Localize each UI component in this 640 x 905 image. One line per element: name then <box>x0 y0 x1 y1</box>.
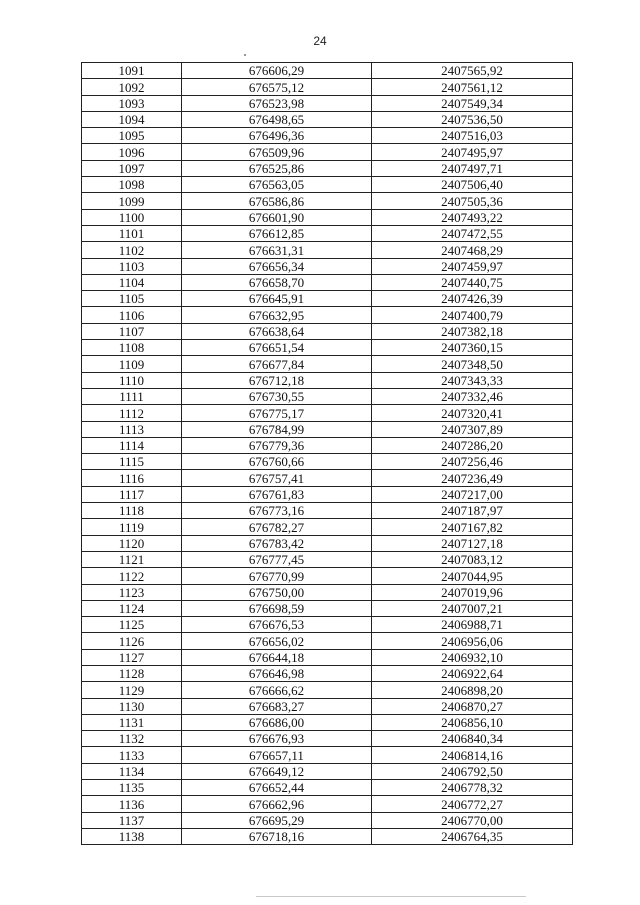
table-row <box>82 519 573 535</box>
x-coordinate-cell: 676658,70 <box>182 274 372 290</box>
table-row <box>82 633 573 649</box>
y-coordinate-cell: 2406988,71 <box>372 617 573 633</box>
point-number-cell: 1128 <box>82 665 182 681</box>
x-coordinate-cell: 676783,42 <box>182 535 372 551</box>
y-coordinate-cell: 2407167,82 <box>372 519 573 535</box>
table-row <box>82 144 573 160</box>
x-coordinate-cell: 676656,34 <box>182 258 372 274</box>
x-coordinate-cell: 676652,44 <box>182 780 372 796</box>
x-coordinate-cell: 676773,16 <box>182 503 372 519</box>
x-coordinate-cell: 676645,91 <box>182 291 372 307</box>
y-coordinate-cell: 2407187,97 <box>372 503 573 519</box>
point-number-cell: 1093 <box>82 95 182 111</box>
y-coordinate-cell: 2406772,27 <box>372 796 573 812</box>
x-coordinate-cell: 676683,27 <box>182 698 372 714</box>
x-coordinate-cell: 676775,17 <box>182 405 372 421</box>
point-number-cell: 1138 <box>82 828 182 844</box>
table-row <box>82 372 573 388</box>
x-coordinate-cell: 676575,12 <box>182 79 372 95</box>
y-coordinate-cell: 2406792,50 <box>372 763 573 779</box>
x-coordinate-cell: 676498,65 <box>182 111 372 127</box>
point-number-cell: 1134 <box>82 763 182 779</box>
table-row <box>82 437 573 453</box>
table-row <box>82 617 573 633</box>
y-coordinate-cell: 2407468,29 <box>372 242 573 258</box>
point-number-cell: 1121 <box>82 551 182 567</box>
table-row <box>82 258 573 274</box>
table-row <box>82 79 573 95</box>
x-coordinate-cell: 676632,95 <box>182 307 372 323</box>
y-coordinate-cell: 2406840,34 <box>372 731 573 747</box>
point-number-cell: 1124 <box>82 600 182 616</box>
y-coordinate-cell: 2407549,34 <box>372 95 573 111</box>
point-number-cell: 1101 <box>82 225 182 241</box>
y-coordinate-cell: 2407400,79 <box>372 307 573 323</box>
page-number: 24 <box>313 34 327 48</box>
x-coordinate-cell: 676523,98 <box>182 95 372 111</box>
table-row <box>82 682 573 698</box>
x-coordinate-cell: 676784,99 <box>182 421 372 437</box>
coordinates-table <box>81 62 573 845</box>
point-number-cell: 1117 <box>82 486 182 502</box>
table-row <box>82 340 573 356</box>
x-coordinate-cell: 676730,55 <box>182 388 372 404</box>
point-number-cell: 1100 <box>82 209 182 225</box>
table-row <box>82 421 573 437</box>
x-coordinate-cell: 676638,64 <box>182 323 372 339</box>
x-coordinate-cell: 676676,53 <box>182 617 372 633</box>
table-row <box>82 323 573 339</box>
x-coordinate-cell: 676779,36 <box>182 437 372 453</box>
table-row <box>82 584 573 600</box>
y-coordinate-cell: 2406764,35 <box>372 828 573 844</box>
y-coordinate-cell: 2407459,97 <box>372 258 573 274</box>
table-row <box>82 225 573 241</box>
y-coordinate-cell: 2407286,20 <box>372 437 573 453</box>
table-row <box>82 714 573 730</box>
x-coordinate-cell: 676606,29 <box>182 63 372 79</box>
point-number-cell: 1131 <box>82 714 182 730</box>
y-coordinate-cell: 2407561,12 <box>372 79 573 95</box>
point-number-cell: 1114 <box>82 437 182 453</box>
table-row <box>82 209 573 225</box>
y-coordinate-cell: 2407536,50 <box>372 111 573 127</box>
table-row <box>82 160 573 176</box>
y-coordinate-cell: 2407565,92 <box>372 63 573 79</box>
x-coordinate-cell: 676656,02 <box>182 633 372 649</box>
table-row <box>82 649 573 665</box>
y-coordinate-cell: 2406956,06 <box>372 633 573 649</box>
table-row <box>82 780 573 796</box>
y-coordinate-cell: 2407472,55 <box>372 225 573 241</box>
table-row <box>82 405 573 421</box>
y-coordinate-cell: 2407493,22 <box>372 209 573 225</box>
point-number-cell: 1094 <box>82 111 182 127</box>
x-coordinate-cell: 676646,98 <box>182 665 372 681</box>
y-coordinate-cell: 2407348,50 <box>372 356 573 372</box>
point-number-cell: 1102 <box>82 242 182 258</box>
y-coordinate-cell: 2407332,46 <box>372 388 573 404</box>
y-coordinate-cell: 2407320,41 <box>372 405 573 421</box>
point-number-cell: 1112 <box>82 405 182 421</box>
x-coordinate-cell: 676601,90 <box>182 209 372 225</box>
point-number-cell: 1107 <box>82 323 182 339</box>
table-row <box>82 731 573 747</box>
y-coordinate-cell: 2407505,36 <box>372 193 573 209</box>
x-coordinate-cell: 676782,27 <box>182 519 372 535</box>
x-coordinate-cell: 676612,85 <box>182 225 372 241</box>
point-number-cell: 1136 <box>82 796 182 812</box>
y-coordinate-cell: 2407236,49 <box>372 470 573 486</box>
point-number-cell: 1129 <box>82 682 182 698</box>
point-number-cell: 1127 <box>82 649 182 665</box>
y-coordinate-cell: 2407495,97 <box>372 144 573 160</box>
table-row <box>82 600 573 616</box>
y-coordinate-cell: 2407127,18 <box>372 535 573 551</box>
x-coordinate-cell: 676509,96 <box>182 144 372 160</box>
y-coordinate-cell: 2407497,71 <box>372 160 573 176</box>
table-row <box>82 812 573 828</box>
y-coordinate-cell: 2407506,40 <box>372 177 573 193</box>
y-coordinate-cell: 2407044,95 <box>372 568 573 584</box>
y-coordinate-cell: 2406778,32 <box>372 780 573 796</box>
x-coordinate-cell: 676712,18 <box>182 372 372 388</box>
point-number-cell: 1108 <box>82 340 182 356</box>
table-row <box>82 63 573 79</box>
table-row <box>82 535 573 551</box>
x-coordinate-cell: 676657,11 <box>182 747 372 763</box>
point-number-cell: 1115 <box>82 454 182 470</box>
y-coordinate-cell: 2406770,00 <box>372 812 573 828</box>
scan-artifact-dot <box>244 54 246 56</box>
point-number-cell: 1137 <box>82 812 182 828</box>
point-number-cell: 1135 <box>82 780 182 796</box>
table-row <box>82 796 573 812</box>
y-coordinate-cell: 2406932,10 <box>372 649 573 665</box>
point-number-cell: 1130 <box>82 698 182 714</box>
table-row <box>82 828 573 844</box>
table-row <box>82 486 573 502</box>
y-coordinate-cell: 2407440,75 <box>372 274 573 290</box>
point-number-cell: 1132 <box>82 731 182 747</box>
point-number-cell: 1096 <box>82 144 182 160</box>
table-row <box>82 242 573 258</box>
y-coordinate-cell: 2407007,21 <box>372 600 573 616</box>
table-row <box>82 274 573 290</box>
x-coordinate-cell: 676586,86 <box>182 193 372 209</box>
x-coordinate-cell: 676757,41 <box>182 470 372 486</box>
point-number-cell: 1091 <box>82 63 182 79</box>
table-row <box>82 763 573 779</box>
x-coordinate-cell: 676676,93 <box>182 731 372 747</box>
point-number-cell: 1118 <box>82 503 182 519</box>
x-coordinate-cell: 676686,00 <box>182 714 372 730</box>
point-number-cell: 1133 <box>82 747 182 763</box>
point-number-cell: 1125 <box>82 617 182 633</box>
table-row <box>82 356 573 372</box>
x-coordinate-cell: 676750,00 <box>182 584 372 600</box>
x-coordinate-cell: 676563,05 <box>182 177 372 193</box>
y-coordinate-cell: 2407343,33 <box>372 372 573 388</box>
point-number-cell: 1106 <box>82 307 182 323</box>
x-coordinate-cell: 676662,96 <box>182 796 372 812</box>
table-row <box>82 95 573 111</box>
table-row <box>82 665 573 681</box>
x-coordinate-cell: 676695,29 <box>182 812 372 828</box>
table-row <box>82 291 573 307</box>
x-coordinate-cell: 676770,99 <box>182 568 372 584</box>
coordinates-table-body <box>82 63 573 845</box>
point-number-cell: 1110 <box>82 372 182 388</box>
point-number-cell: 1119 <box>82 519 182 535</box>
x-coordinate-cell: 676631,31 <box>182 242 372 258</box>
x-coordinate-cell: 676644,18 <box>182 649 372 665</box>
table-row <box>82 128 573 144</box>
table-row <box>82 551 573 567</box>
table-row <box>82 307 573 323</box>
y-coordinate-cell: 2407360,15 <box>372 340 573 356</box>
x-coordinate-cell: 676718,16 <box>182 828 372 844</box>
point-number-cell: 1105 <box>82 291 182 307</box>
x-coordinate-cell: 676677,84 <box>182 356 372 372</box>
table-row <box>82 454 573 470</box>
point-number-cell: 1099 <box>82 193 182 209</box>
x-coordinate-cell: 676777,45 <box>182 551 372 567</box>
point-number-cell: 1126 <box>82 633 182 649</box>
point-number-cell: 1092 <box>82 79 182 95</box>
x-coordinate-cell: 676698,59 <box>182 600 372 616</box>
y-coordinate-cell: 2407256,46 <box>372 454 573 470</box>
table-row <box>82 177 573 193</box>
x-coordinate-cell: 676649,12 <box>182 763 372 779</box>
point-number-cell: 1095 <box>82 128 182 144</box>
point-number-cell: 1122 <box>82 568 182 584</box>
y-coordinate-cell: 2407382,18 <box>372 323 573 339</box>
table-row <box>82 193 573 209</box>
point-number-cell: 1111 <box>82 388 182 404</box>
x-coordinate-cell: 676666,62 <box>182 682 372 698</box>
point-number-cell: 1113 <box>82 421 182 437</box>
y-coordinate-cell: 2407426,39 <box>372 291 573 307</box>
point-number-cell: 1098 <box>82 177 182 193</box>
y-coordinate-cell: 2406898,20 <box>372 682 573 698</box>
x-coordinate-cell: 676496,36 <box>182 128 372 144</box>
table-row <box>82 568 573 584</box>
point-number-cell: 1097 <box>82 160 182 176</box>
y-coordinate-cell: 2406856,10 <box>372 714 573 730</box>
point-number-cell: 1103 <box>82 258 182 274</box>
point-number-cell: 1116 <box>82 470 182 486</box>
y-coordinate-cell: 2407217,00 <box>372 486 573 502</box>
y-coordinate-cell: 2407019,96 <box>372 584 573 600</box>
table-row <box>82 470 573 486</box>
table-row <box>82 111 573 127</box>
y-coordinate-cell: 2407307,89 <box>372 421 573 437</box>
table-row <box>82 747 573 763</box>
x-coordinate-cell: 676760,66 <box>182 454 372 470</box>
point-number-cell: 1104 <box>82 274 182 290</box>
y-coordinate-cell: 2406922,64 <box>372 665 573 681</box>
y-coordinate-cell: 2407083,12 <box>372 551 573 567</box>
y-coordinate-cell: 2406870,27 <box>372 698 573 714</box>
point-number-cell: 1123 <box>82 584 182 600</box>
x-coordinate-cell: 676525,86 <box>182 160 372 176</box>
x-coordinate-cell: 676761,83 <box>182 486 372 502</box>
footer-rule <box>256 896 526 897</box>
y-coordinate-cell: 2406814,16 <box>372 747 573 763</box>
table-row <box>82 698 573 714</box>
point-number-cell: 1120 <box>82 535 182 551</box>
table-row <box>82 503 573 519</box>
y-coordinate-cell: 2407516,03 <box>372 128 573 144</box>
table-row <box>82 388 573 404</box>
point-number-cell: 1109 <box>82 356 182 372</box>
x-coordinate-cell: 676651,54 <box>182 340 372 356</box>
